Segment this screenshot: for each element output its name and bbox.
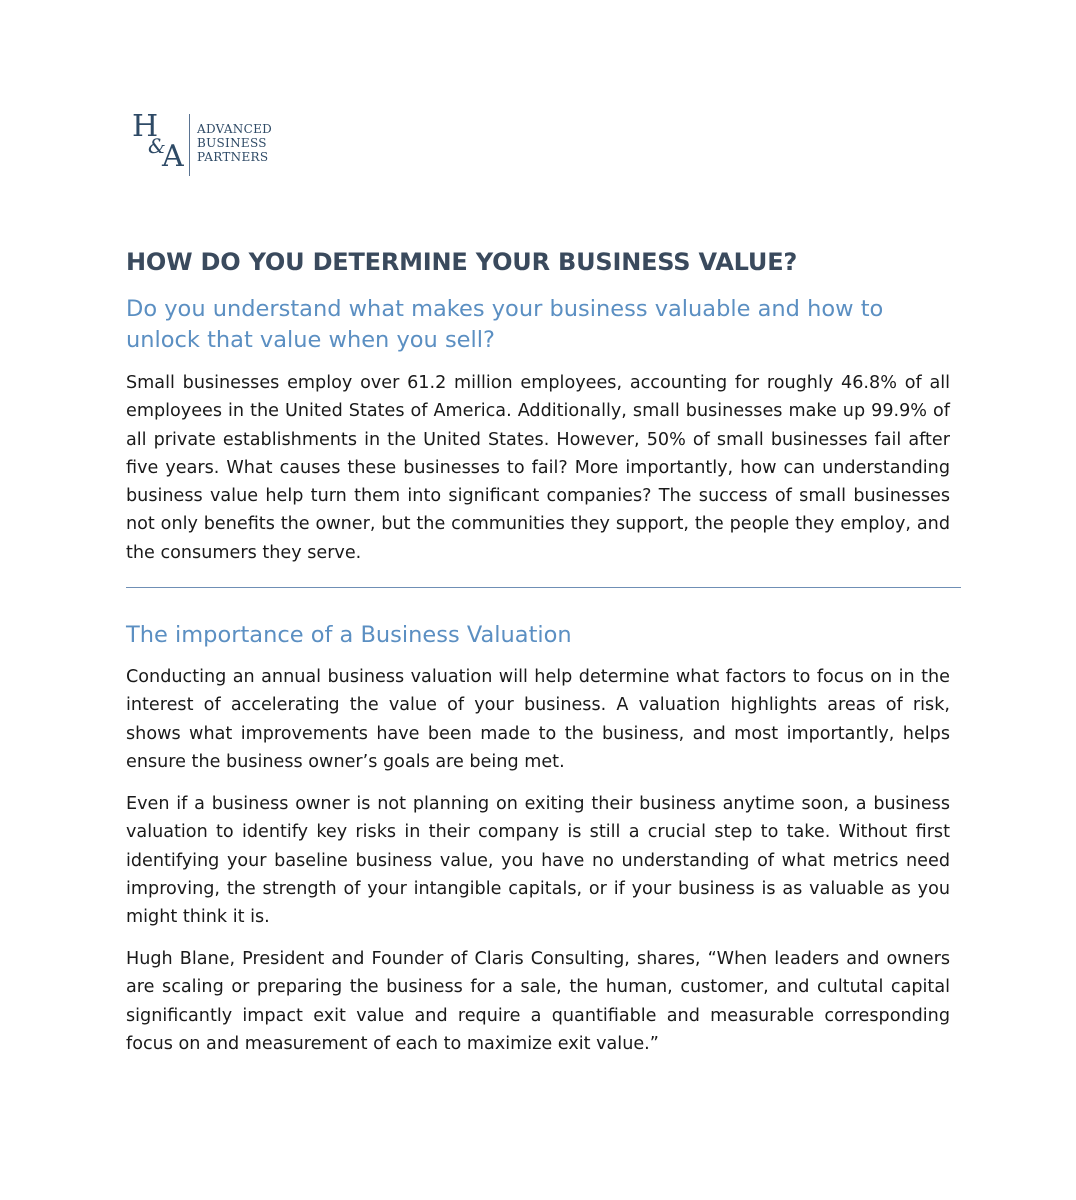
logo-word-business: BUSINESS <box>197 136 267 150</box>
section-paragraph-3: Hugh Blane, President and Founder of Claris Consulting, shares, “When leaders and owners are scaling or preparing the business for a sale, the human, customer, and cultutal capital significantly impact exit value and require a quantifiable and measurable corresponding focus on and measurement of each to maximize exit value.” <box>126 949 950 1054</box>
logo-word-advanced: ADVANCED <box>197 122 273 136</box>
intro-paragraph: Small businesses employ over 61.2 million employees, accounting for roughly 46.8% of all employees in the United States of America. Additionally, small businesses make up 99.9% of all private establishments in the United States. However, 50% of small businesses fail after five years. What causes these businesses to fail? More importantly, how can understanding business value help turn them into significant companies? The success of small businesses not only benefits the owner, but the communities they support, the people they employ, and the consumers they serve. <box>126 373 950 563</box>
company-logo <box>132 109 292 178</box>
logo-divider <box>189 114 190 176</box>
page-subtitle: Do you understand what makes your business valuable and how to unlock that value when you sell? <box>126 296 884 353</box>
logo-monogram-ampersand: & <box>148 134 166 158</box>
section-paragraph-2: Even if a business owner is not planning on exiting their business anytime soon, a business valuation to identify key risks in their company is still a crucial step to take. Without first identifying your baseline business value, you have no understanding of what metrics need improving, the strength of your intangible capitals, or if your business is as valuable as you might think it is. <box>126 794 950 928</box>
section-paragraph-1: Conducting an annual business valuation will help determine what factors to focus on in the interest of accelerating the value of your business. A valuation highlights areas of risk, shows what improvements have been made to the business, and most importantly, helps ensure the business owner’s goals are being met. <box>126 667 950 772</box>
logo-wordmark <box>197 122 272 164</box>
section-divider <box>126 587 961 588</box>
logo-monogram-a: A <box>162 139 184 174</box>
section-heading: The importance of a Business Valuation <box>126 622 572 648</box>
logo-monogram <box>132 109 188 178</box>
page-title: HOW DO YOU DETERMINE YOUR BUSINESS VALUE? <box>126 248 798 276</box>
logo-word-partners: PARTNERS <box>197 150 269 164</box>
logo-monogram-h: H <box>132 109 159 144</box>
